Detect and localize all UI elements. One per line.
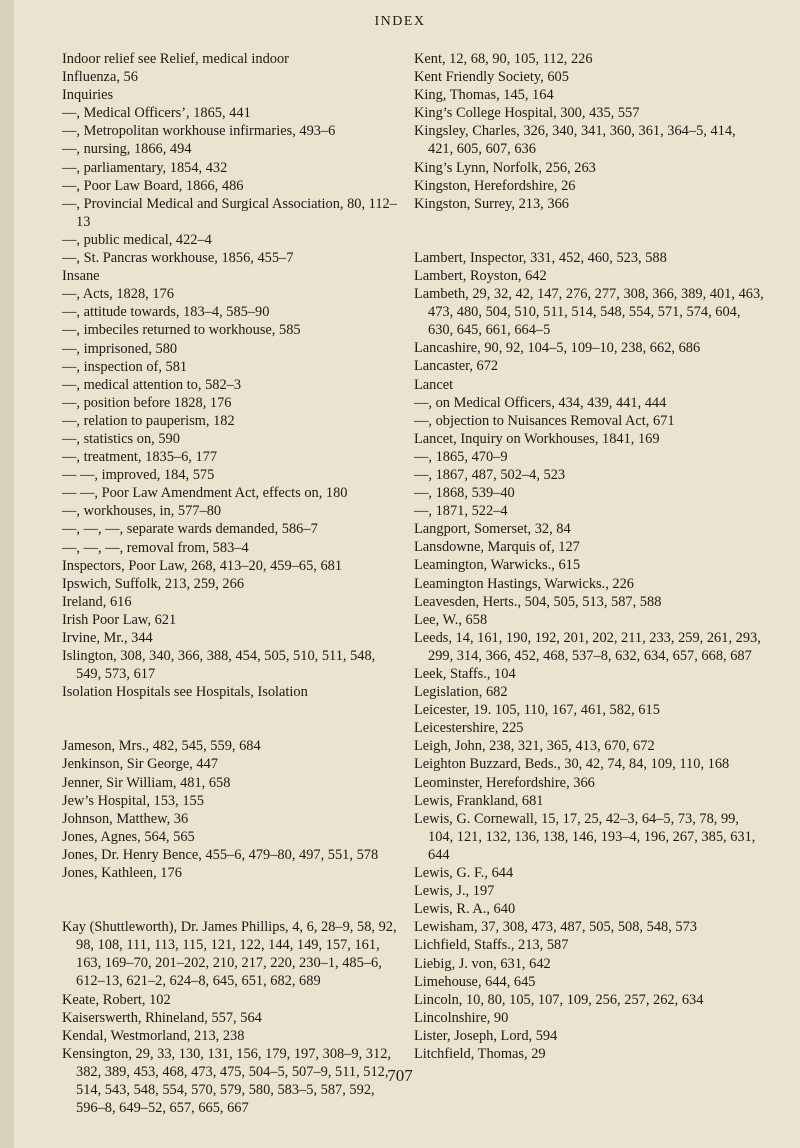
index-entry: Leeds, 14, 161, 190, 192, 201, 202, 211, 233, 259, 261, 293, 299, 314, 366, 452, 468, 537–8, 632, 634, 657, 668, 687 [414,629,761,664]
index-entry: —, medical attention to, 582–3 [62,376,242,393]
index-entry: —, treatment, 1835–6, 177 [62,449,218,466]
index-entry: —, Metropolitan workhouse infirmaries, 493–6 [62,123,336,140]
index-entry: —, imprisoned, 580 [62,340,178,357]
page-header: INDEX [374,14,426,29]
index-entry: Jenkinson, Sir George, 447 [62,756,219,773]
index-entry: Lichfield, Staffs., 213, 587 [414,937,569,954]
index-entry: Lewis, R. A., 640 [414,901,516,918]
index-entry: Lansdowne, Marquis of, 127 [414,539,580,556]
index-entry: Lewis, G. Cornewall, 15, 17, 25, 42–3, 64–5, 73, 78, 99, 104, 121, 132, 136, 138, 146, 193–4, 196, 267, 385, 631, 644 [414,810,756,863]
index-entry: Kent Friendly Society, 605 [414,69,569,86]
index-entry: King’s College Hospital, 300, 435, 557 [414,105,640,122]
index-entry: —, position before 1828, 176 [62,394,232,411]
index-entry: — —, Poor Law Amendment Act, effects on, 180 [62,485,348,502]
index-entry: Insane [62,268,100,285]
index-entry: Keate, Robert, 102 [62,991,171,1008]
index-entry: Lee, W., 658 [414,611,488,628]
index-entry: Kingston, Herefordshire, 26 [414,177,576,194]
index-entry: —, objection to Nuisances Removal Act, 671 [414,412,675,429]
index-entry: Jameson, Mrs., 482, 545, 559, 684 [62,738,261,755]
index-entry: —, parliamentary, 1854, 432 [62,159,228,176]
index-entry: —, attitude towards, 183–4, 585–90 [62,304,270,321]
index-entry: Isolation Hospitals see Hospitals, Isolation [62,684,308,701]
index-entry: —, Medical Officers’, 1865, 441 [62,105,251,122]
index-entry: Lewis, Frankland, 681 [414,792,544,809]
index-entry: —, Acts, 1828, 176 [62,286,174,303]
index-entry: —, 1868, 539–40 [414,485,515,502]
index-entry: Kensington, 29, 33, 130, 131, 156, 179, 197, 308–9, 312, 382, 389, 453, 468, 473, 475, 504–5, 507–9, 511, 512, 514, 543, 548, 554, 570, 579, 580, 583–5, 587, 592, 596–8, 649–52, 657, 665, 667 [62,1045,391,1117]
index-entry: Influenza, 56 [62,69,138,86]
index-entry: Lewisham, 37, 308, 473, 487, 505, 508, 548, 573 [414,919,697,936]
index-entry: —, on Medical Officers, 434, 439, 441, 444 [414,394,667,411]
index-entry: King, Thomas, 145, 164 [414,87,554,104]
index-entry: Lister, Joseph, Lord, 594 [414,1027,558,1044]
index-entry: Jones, Kathleen, 176 [62,865,182,882]
index-entry: — —, improved, 184, 575 [62,467,215,484]
index-entry: —, 1867, 487, 502–4, 523 [414,466,566,483]
index-entry: Legislation, 682 [414,684,508,701]
index-entry: Lancet [414,376,454,393]
index-entry: Islington, 308, 340, 366, 388, 454, 505, 510, 511, 548, 549, 573, 617 [62,648,376,683]
index-entry: Liebig, J. von, 631, 642 [414,955,551,972]
index-entry: —, nursing, 1866, 494 [62,141,192,158]
index-entry: Lincolnshire, 90 [414,1009,509,1026]
index-entry: Kendal, Westmorland, 213, 238 [62,1027,245,1044]
index-entry: —, St. Pancras workhouse, 1856, 455–7 [62,250,294,267]
index-entry: Jones, Agnes, 564, 565 [62,828,195,845]
index-entry: Lancaster, 672 [414,358,499,375]
index-entry: Ipswich, Suffolk, 213, 259, 266 [62,575,245,592]
index-entry: Kingston, Surrey, 213, 366 [414,195,569,212]
index-entry: —, 1871, 522–4 [414,503,508,520]
index-entry: Kay (Shuttleworth), Dr. James Phillips, 4, 6, 28–9, 58, 92, 98, 108, 111, 113, 115, 121, 122, 144, 149, 157, 161, 163, 169–70, 201–202, 210, 217, 220, 230–1, 485–6, 612–13, 621–2, 624–8, 645, 651, 682, 689 [62,919,397,990]
index-entry: Jew’s Hospital, 153, 155 [62,792,204,809]
index-entry: Kent, 12, 68, 90, 105, 112, 226 [414,51,593,67]
index-entry: Indoor relief see Relief, medical indoor [62,51,289,67]
index-entry: —, 1865, 470–9 [414,448,508,465]
index-entry: —, relation to pauperism, 182 [62,412,235,429]
index-entry: Jones, Dr. Henry Bence, 455–6, 479–80, 497, 551, 578 [62,846,379,863]
index-entry: Limehouse, 644, 645 [414,973,536,990]
index-entry: Leamington Hastings, Warwicks., 226 [414,575,634,592]
index-entry: King’s Lynn, Norfolk, 256, 263 [414,159,596,176]
section-gap [62,701,402,737]
index-entry: —, imbeciles returned to workhouse, 585 [62,322,301,339]
index-entry: Lewis, G. F., 644 [414,865,514,882]
index-entry: Kaiserswerth, Rhineland, 557, 564 [62,1009,262,1026]
index-entry: Inspectors, Poor Law, 268, 413–20, 459–65, 681 [62,557,343,574]
index-entry: Jenner, Sir William, 481, 658 [62,774,231,791]
index-entry: Leek, Staffs., 104 [414,666,516,682]
index-entry: Ireland, 616 [62,593,132,610]
index-entry: —, —, —, separate wards demanded, 586–7 [62,521,318,538]
index-entry: Lambeth, 29, 32, 42, 147, 276, 277, 308, 366, 389, 401, 463, 473, 480, 504, 510, 511, 514, 548, 554, 571, 574, 604, 630, 645, 661, 664–5 [414,286,764,339]
index-entry: Irvine, Mr., 344 [62,630,153,646]
index-entry: —, —, —, removal from, 583–4 [62,539,249,556]
index-entry: Leicestershire, 225 [414,720,524,737]
index-entry: Kingsley, Charles, 326, 340, 341, 360, 361, 364–5, 414, 421, 605, 607, 636 [414,123,736,158]
section-gap [414,213,764,249]
page-number: 707 [387,1066,413,1085]
page-binding-edge [0,0,14,1148]
index-entry: —, statistics on, 590 [62,430,180,447]
index-entry: Leamington, Warwicks., 615 [414,557,581,574]
index-entry: Lambert, Royston, 642 [414,267,547,284]
index-column-left [62,50,402,1117]
index-entry: Leighton Buzzard, Beds., 30, 42, 74, 84, 109, 110, 168 [414,756,730,773]
section-gap [62,882,402,918]
index-entry: —, inspection of, 581 [62,358,188,375]
index-entry: Lincoln, 10, 80, 105, 107, 109, 256, 257, 262, 634 [414,991,704,1008]
index-entry: Leavesden, Herts., 504, 505, 513, 587, 588 [414,593,662,610]
index-entry: —, Poor Law Board, 1866, 486 [62,177,244,194]
index-entry: Lambert, Inspector, 331, 452, 460, 523, 588 [414,249,667,266]
index-entry: Leicester, 19. 105, 110, 167, 461, 582, 615 [414,702,660,719]
index-entry: Irish Poor Law, 621 [62,611,177,628]
index-entry: —, Provincial Medical and Surgical Association, 80, 112–13 [62,195,397,230]
index-entry: Leigh, John, 238, 321, 365, 413, 670, 672 [414,738,655,755]
index-entry: Langport, Somerset, 32, 84 [414,521,571,538]
index-entry: Lancashire, 90, 92, 104–5, 109–10, 238, 662, 686 [414,340,701,357]
index-column-right [414,50,764,1063]
index-entry: Lewis, J., 197 [414,883,495,900]
index-entry: Litchfield, Thomas, 29 [414,1045,546,1062]
index-entry: Lancet, Inquiry on Workhouses, 1841, 169 [414,430,660,447]
index-entry: Johnson, Matthew, 36 [62,810,189,827]
index-entry: —, public medical, 422–4 [62,231,212,248]
index-entry: Leominster, Herefordshire, 366 [414,774,595,791]
index-entry: —, workhouses, in, 577–80 [62,503,222,520]
index-entry: Inquiries [62,87,114,104]
